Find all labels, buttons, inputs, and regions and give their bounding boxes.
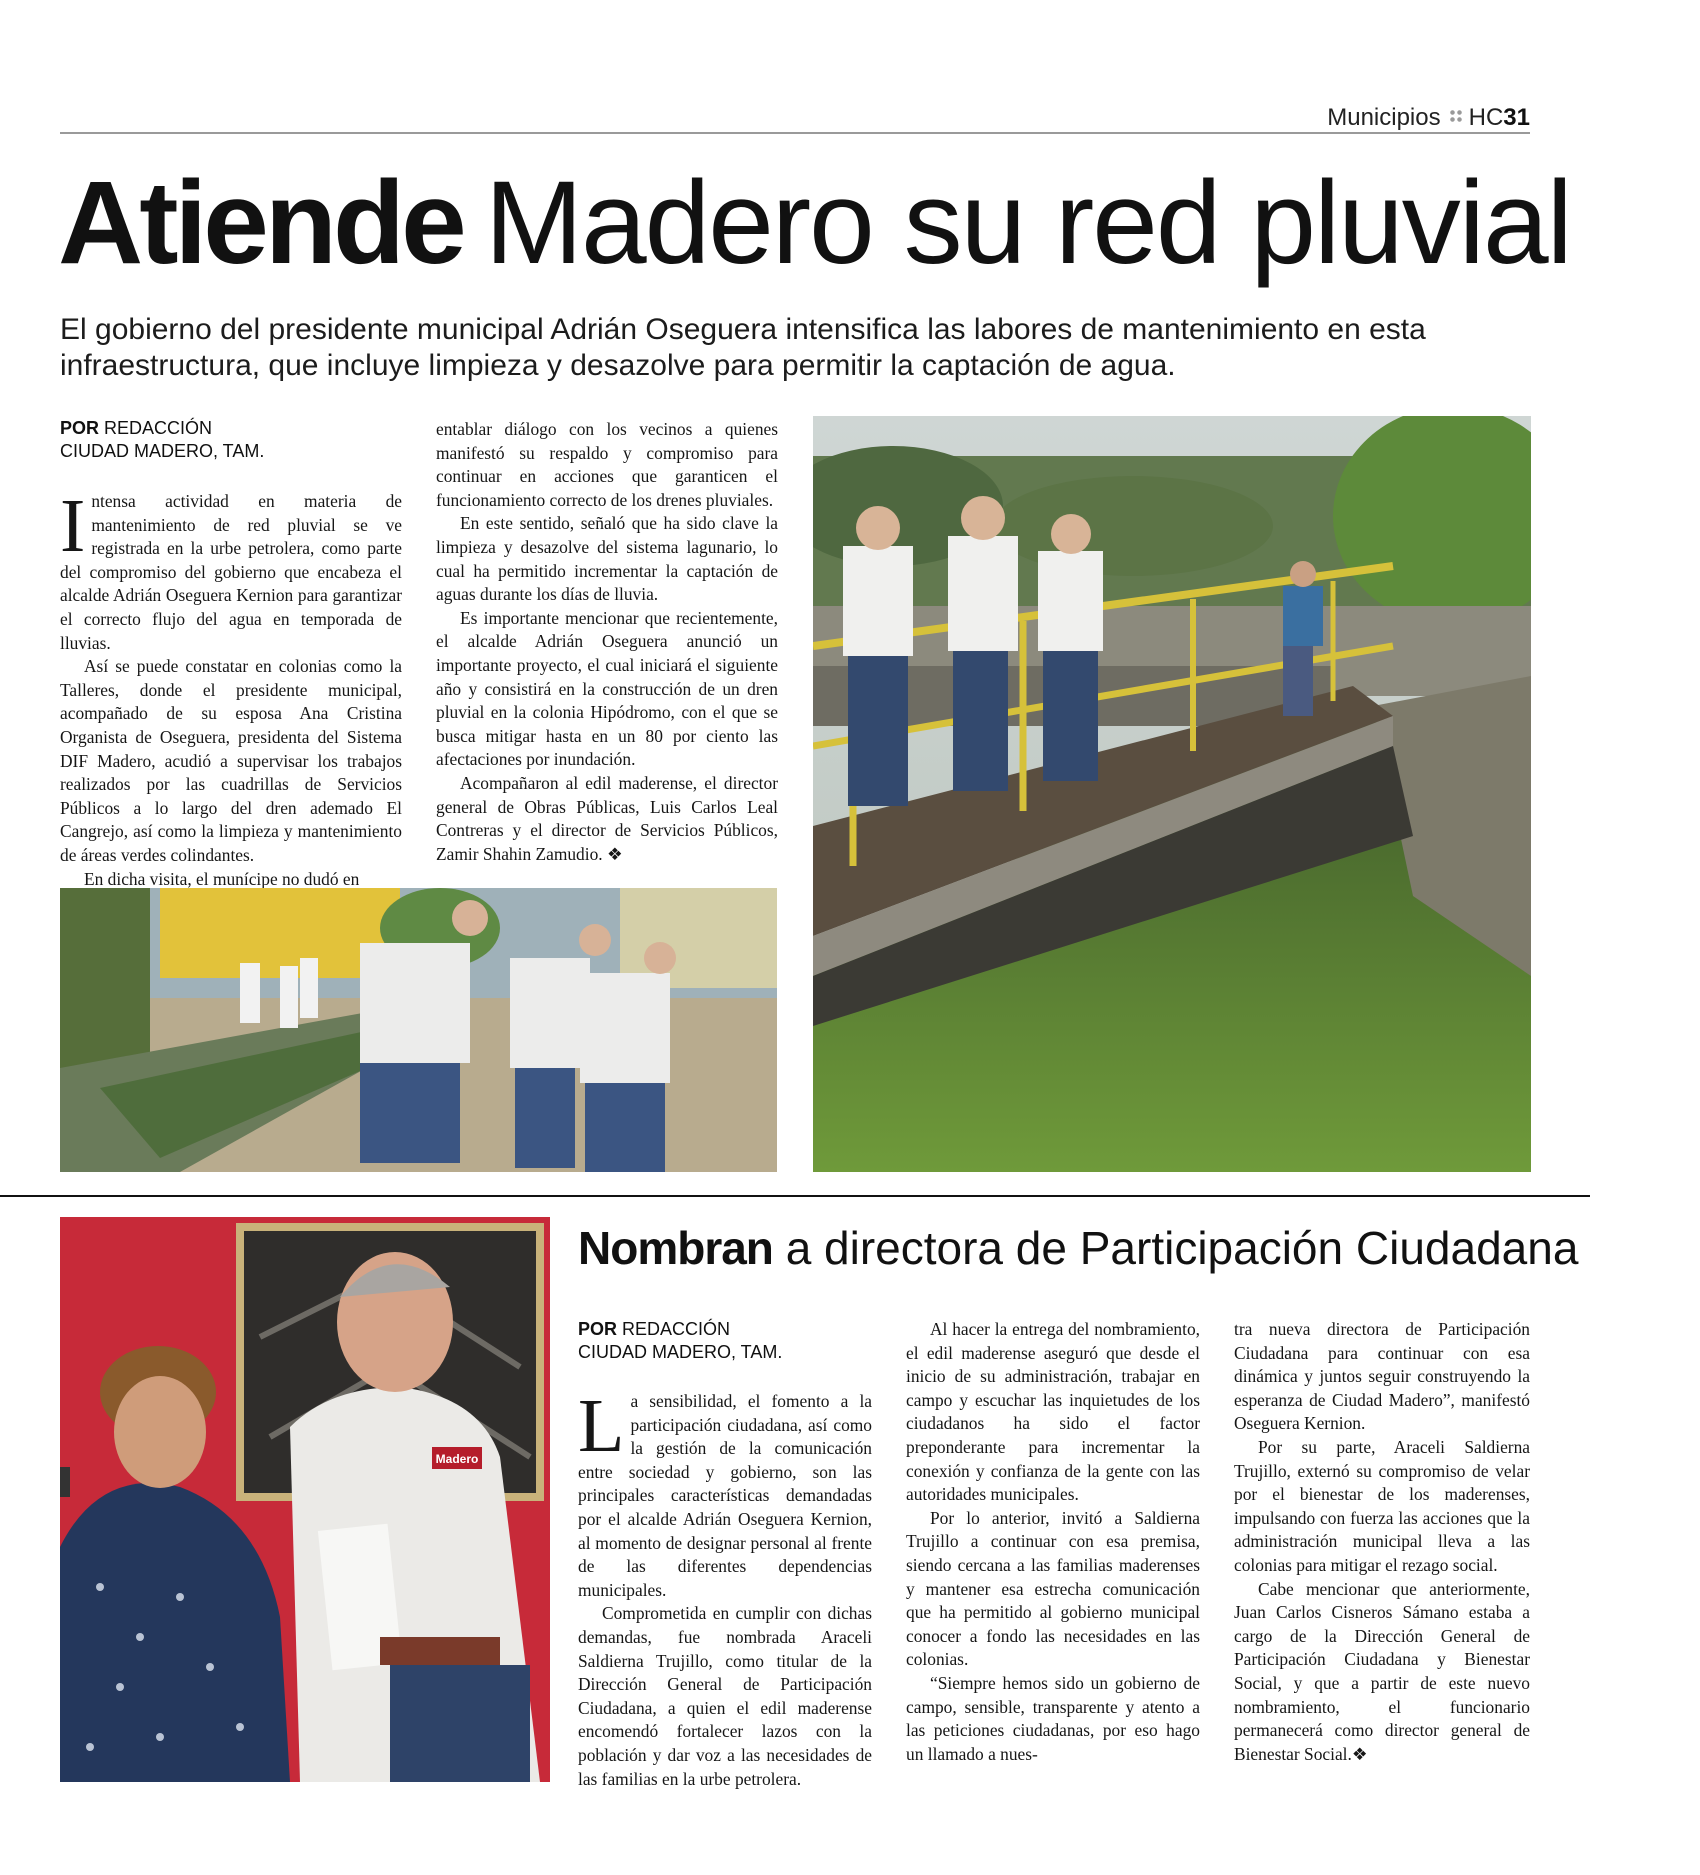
article2-column-3 [1234,1318,1530,1766]
paragraph: Cabe mencionar que anteriormente, Juan Carlos Cisneros Sámano estaba a cargo de la Dirección General de Participación Ciudadana y Bienestar Social, y que a partir de este nuevo nombramiento, el funcionario permanecerá como director general de Bienestar Social.❖ [1234,1578,1530,1764]
paragraph: “Siempre hemos sido un gobierno de campo, sensible, transparente y atento a las peticiones ciudadanas, por eso hago un llamado a nues- [906,1672,1200,1764]
folio [1327,104,1530,132]
headline2-light: a directora de Participación Ciudadana [785,1222,1579,1274]
paragraph: Así se puede constatar en colonias como la Talleres, donde el presidente municipal, acompañado de su esposa Ana Cristina Organista de Oseguera, presidenta del Sistema DIF Madero, acudió a supervisar los trabajos realizados por las cuadrillas de Servicios Públicos a lo largo del dren ademado El Cangrejo, así como la limpieza y mantenimiento de áreas verdes colindantes. [60,656,402,865]
drop-cap: L [578,1384,625,1468]
article1-column-2 [436,418,778,866]
headline-bold: Atiende [58,157,463,289]
byline-por: POR [60,418,100,438]
page-number: 31 [1503,104,1530,131]
byline-place: CIUDAD MADERO, TAM. [578,1342,783,1362]
brand-name: HC [1468,104,1504,131]
paragraph: En dicha visita, el munícipe no dudó en [84,868,360,889]
article2-column-1 [578,1384,872,1791]
section-name: Municipios [1327,104,1441,131]
main-headline [58,157,1571,289]
paragraph: entablar diálogo con los vecinos a quienes manifestó su respaldo y compromiso para continuar en acciones que garanticen el funcionamiento correcto de los drenes pluviales. [436,419,778,510]
byline [60,417,380,463]
dots-icon [1449,109,1463,123]
photo-street-canal [60,888,777,1172]
byline-place: CIUDAD MADERO, TAM. [60,441,265,461]
headline2-bold: Nombran [578,1222,773,1274]
headline-deck: El gobierno del presidente municipal Adrián Oseguera intensifica las labores de mantenimiento en esta infraestructura, que incluye limpieza y desazolve para permitir la captación de agua. [60,313,1426,382]
paragraph: Comprometida en cumplir con dichas demandas, fue nombrada Araceli Saldierna Trujillo, como titular de la Dirección General de Participación Ciudadana, a quien el edil maderense encomendó fortalecer lazos con la población y dar voz a las necesidades de las familias en la urbe petrolera. [578,1603,872,1789]
byline-author: REDACCIÓN [104,418,213,438]
paragraph: La sensibilidad, el fomento a la participación ciudadana, así como la gestión de la comunicación entre sociedad y gobierno, son las principales características demandadas por el alcalde Adrián Oseguera Kernion, al momento de designar personal al frente de las diferentes dependencias municipales. [578,1384,872,1600]
page-header [60,104,1530,134]
photo-appointment [60,1217,550,1782]
byline-2 [578,1318,878,1364]
photo-bridge-inspection [813,416,1531,1172]
paragraph: Al hacer la entrega del nombramiento, el edil maderense aseguró que desde el inicio de su administración, trabajar en campo y escuchar las inquietudes de los ciudadanos ha sido el factor preponderante para incrementar la conexión y confianza de la gente con las autoridades municipales. [906,1319,1200,1505]
byline-por: POR [578,1319,618,1339]
drop-cap: I [60,484,86,568]
section-divider [0,1195,1590,1197]
shirt-logo: Madero [435,1452,479,1466]
paragraph: Acompañaron al edil maderense, el director general de Obras Públicas, Luis Carlos Leal Contreras y el director de Servicios Públicos, Zamir Shahin Zamudio. ❖ [436,772,778,864]
paragraph: En este sentido, señaló que ha sido clave la limpieza y desazolve del sistema lagunario, lo cual ha permitido incrementar la captación de aguas durante los días de lluvia. [436,513,778,605]
paragraph: tra nueva directora de Participación Ciudadana para continuar con esa dinámica y juntos seguir construyendo la esperanza de Ciudad Madero”, manifestó Oseguera Kernion. [1234,1319,1530,1434]
article2-column-2 [906,1318,1200,1766]
secondary-headline [578,1220,1579,1276]
paragraph: Intensa actividad en materia de mantenimiento de red pluvial se ve registrada en la urbe petrolera, como parte del compromiso del gobierno que encabeza el alcalde Adrián Oseguera Kernion para garantizar el correcto flujo del agua en temporada de lluvias. [60,484,402,653]
paragraph: Por lo anterior, invitó a Saldierna Trujillo a continuar con esa premisa, siendo cercana a las familias maderenses y mantener esa estrecha comunicación que ha permitido al gobierno municipal conocer a fondo las necesidades en las colonias. [906,1507,1200,1670]
paragraph: Por su parte, Araceli Saldierna Trujillo, externó su compromiso de velar por el bienestar de los maderenses, impulsando con fuerza las acciones que la administración municipal lleva a las colonias para mitigar el rezago social. [1234,1436,1530,1575]
article1-column-1 [60,484,402,891]
headline-light: Madero su red pluvial [484,157,1571,289]
byline-author: REDACCIÓN [622,1319,731,1339]
paragraph: Es importante mencionar que recientemente, el alcalde Adrián Oseguera anunció un importante proyecto, el cual iniciará el siguiente año y consistirá en la construcción de un dren pluvial en la colonia Hipódromo, con el que se busca mitigar hasta en un 80 por ciento las afectaciones por inundación. [436,607,778,770]
